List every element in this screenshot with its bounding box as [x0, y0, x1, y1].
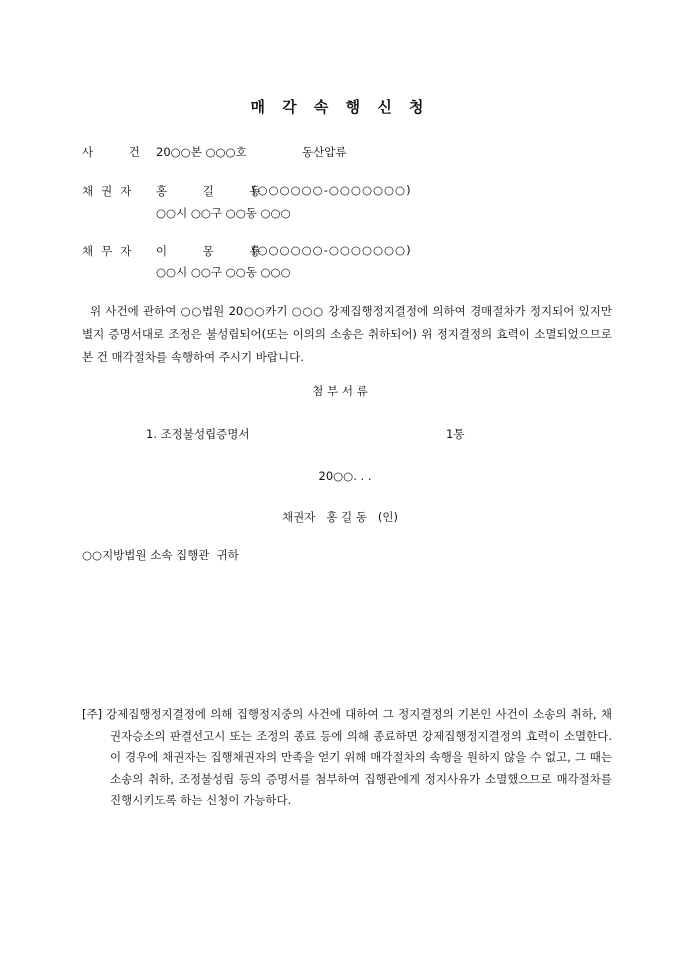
case-label: 사 건 — [82, 145, 156, 159]
debtor-label: 채무자 — [82, 244, 140, 258]
case-number: 20○○본 ○○○호 — [156, 145, 247, 159]
attachments-heading: 첨 부 서 류 — [312, 384, 368, 398]
document-title: 매 각 속 행 신 청 — [250, 98, 430, 116]
footnote — [82, 704, 612, 812]
filing-date: 20○○. . . — [318, 469, 372, 483]
attachment-item-name: 1. 조정불성립증명서 — [146, 427, 250, 441]
case-type: 동산압류 — [302, 145, 347, 159]
recipient: ○○지방법원 소속 집행관 귀하 — [82, 548, 239, 562]
request-body: 위 사건에 관하여 ○○법원 20○○카기 ○○○ 강제집행정지결정에 의하여 경매절차가 정지되어 있지만 별지 증명서대로 조정은 불성립되어(또는 이의의 소송은 취하되어) 위 정지결정의 효력이 소멸되었으므로 본 건 매각절차를 속행하여 주시기 바랍니다. — [82, 304, 612, 364]
debtor-name: 이 몽 룡 — [156, 244, 277, 258]
debtor-id: (○○○○○○-○○○○○○○) — [252, 243, 412, 257]
signature-line: 채권자 홍 길 동 (인) — [282, 510, 398, 524]
debtor-address: ○○시 ○○구 ○○동 ○○○ — [156, 265, 291, 279]
footnote-tag: [주] — [82, 707, 103, 721]
footnote-text: 강제집행정지결정에 의해 집행정지중의 사건에 대하여 그 정지결정의 기본인 사건이 소송의 취하, 채권자승소의 판결선고시 또는 조정의 종료 등에 의해 종료하면 강제집행정지결정의 효력이 소멸한다. 이 경우에 채권자는 집행채권자의 만족을 얻기 위해 매각절차의 속행을 원하지 않을 수 없고, 그 때는 소송의 취하, 조정불성립 등의 증명서를 첨부하여 집행관에게 정지사유가 소멸했으므로 매각절차를 진행시키도록 하는 신청이 가능하다. — [106, 707, 612, 807]
creditor-id: (○○○○○○-○○○○○○○) — [252, 183, 412, 197]
attachment-item-count: 1통 — [446, 427, 465, 441]
creditor-name: 홍 길 동 — [156, 184, 277, 198]
creditor-label: 채권자 — [82, 184, 140, 198]
creditor-address: ○○시 ○○구 ○○동 ○○○ — [156, 206, 291, 220]
